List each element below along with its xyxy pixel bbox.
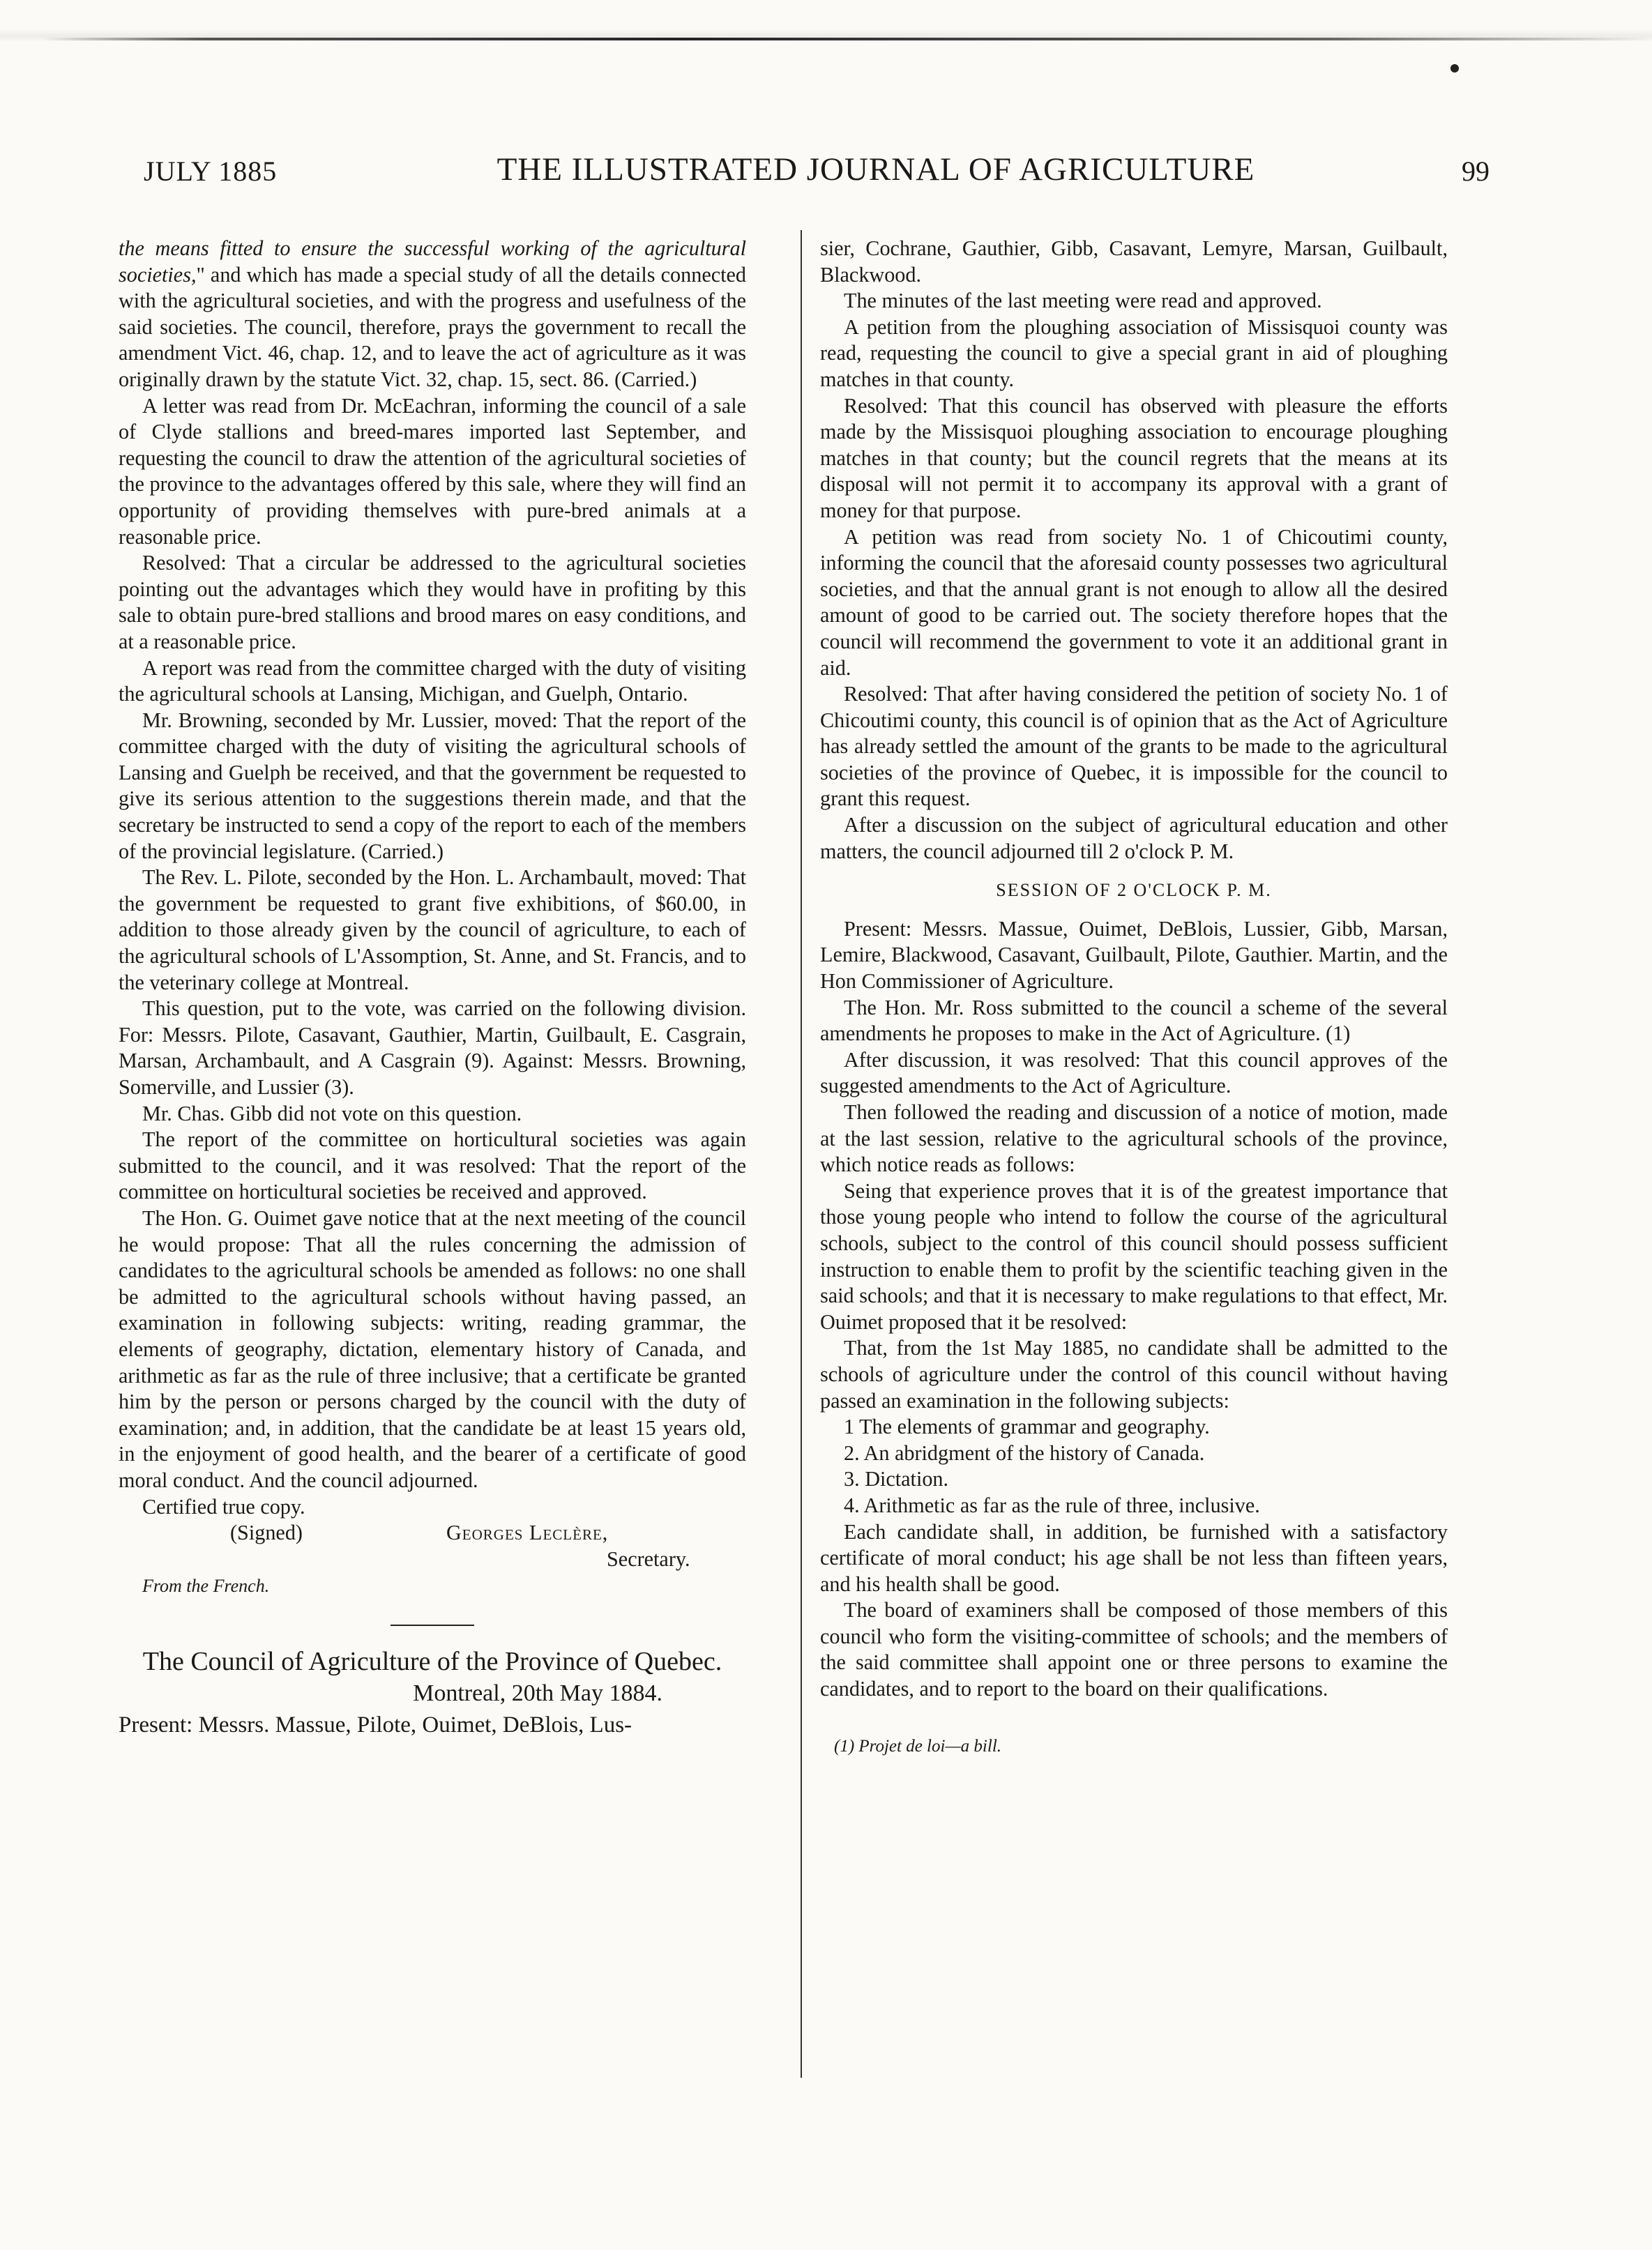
session-heading: SESSION OF 2 O'CLOCK P. M. — [996, 880, 1272, 901]
translation-note — [119, 1573, 746, 1599]
paragraph: The Rev. L. Pilote, seconded by the Hon. L. Archambault, moved: That the government be requested to grant five exhibitions, of $60.00, in addition to those already given by the council of agriculture, to each of the agricultural schools of L'Assomption, St. Anne, and St. Francis, and to the veterinary college at Montreal. — [119, 865, 746, 994]
signed-label: (Signed) — [230, 1521, 303, 1545]
paragraph: Present: Messrs. Massue, Ouimet, DeBlois, Lussier, Gibb, Marsan, Lemire, Blackwood, Casavant, Guilbault, Pilote, Gauthier. Martin, and the Hon Commissioner of Agriculture. — [820, 916, 1448, 994]
paragraph-text: " and which has made a special study of all the details connected with the agricultural societies, and with the progress and usefulness of the said societies. The council, therefore, prays the government to recall the amendment Vict. 46, chap. 12, and to leave the act of agriculture as it was originally drawn by the statute Vict. 32, chap. 15, sect. 86. (Carried.) — [119, 262, 746, 391]
scan-edge — [0, 0, 1652, 63]
present-line: Present: Messrs. Massue, Pilote, Ouimet, DeBlois, Lus- — [119, 1712, 632, 1738]
paragraph: Each candidate shall, in addition, be furnished with a satisfactory certificate of moral conduct; his age shall be not less than fifteen years, and his health shall be good. — [820, 1519, 1448, 1596]
issue-date: JULY 1885 — [144, 155, 278, 187]
footnote-text: (1) Projet de loi—a bill. — [834, 1736, 1002, 1756]
right-column — [820, 236, 1448, 1759]
paragraph: A report was read from the committee charged with the duty of visiting the agricultural schools at Lansing, Michigan, and Guelph, Ontario. — [119, 655, 746, 706]
paragraph: After a discussion on the subject of agricultural education and other matters, the council adjourned till 2 o'clock P. M. — [820, 813, 1448, 863]
paragraph: sier, Cochrane, Gauthier, Gibb, Casavant, Lemyre, Marsan, Guilbault, Blackwood. — [820, 236, 1448, 287]
paragraph: Resolved: That this council has observed with pleasure the efforts made by the Missisquoi ploughing association to encourage ploughing matches in that county; but the council regrets that the means at its disposal will not permit it to accompany its approval with a grant of money for that purpose. — [820, 393, 1448, 522]
list-item: 1 The elements of grammar and geography. — [844, 1415, 1210, 1439]
translation-note-text: From the French. — [142, 1576, 270, 1597]
paragraph: A petition was read from society No. 1 of Chicoutimi county, informing the council that the aforesaid county possesses two agricultural societies, and that the annual grant is not enough to allow all the desired amount of good to be carried out. The society therefore hopes that the council will recommend the government to vote it an additional grant in aid. — [820, 524, 1448, 680]
paragraph: A petition from the ploughing association of Missisquoi county was read, requesting the council to give a special grant in aid of ploughing matches in that county. — [820, 314, 1448, 391]
paragraph: The Hon. Mr. Ross submitted to the council a scheme of the several amendments he proposes to make in the Act of Agriculture. (1) — [820, 995, 1448, 1046]
footnote — [820, 1733, 1448, 1760]
scan-rule — [42, 38, 1652, 40]
list-item: 3. Dictation. — [844, 1467, 949, 1491]
column-divider — [801, 230, 802, 2078]
paragraph: That, from the 1st May 1885, no candidate shall be admitted to the schools of agriculture under the control of this council without having passed an examination in the following subjects: — [820, 1336, 1448, 1413]
paragraph: Mr. Chas. Gibb did not vote on this question. — [142, 1101, 522, 1125]
secretary-title: Secretary. — [607, 1547, 690, 1572]
paragraph: The minutes of the last meeting were read and approved. — [844, 289, 1322, 313]
section-title: The Council of Agriculture of the Province of Quebec. — [142, 1646, 722, 1676]
paragraph: Mr. Browning, seconded by Mr. Lussier, moved: That the report of the committee charged with the duty of visiting the agricultural schools of Lansing and Guelph be received, and that the government be requested to give its serious attention to the suggestions therein made, and that the secretary be instructed to send a copy of the report to each of the members of the provincial legislature. (Carried.) — [119, 708, 746, 863]
paragraph: Then followed the reading and discussion of a notice of motion, made at the last session, relative to the agricultural schools of the province, which notice reads as follows: — [820, 1100, 1448, 1177]
dateline: Montreal, 20th May 1884. — [413, 1680, 662, 1706]
paragraph: Seing that experience proves that it is of the greatest importance that those young people who intend to follow the course of the agricultural schools, subject to the control of this council should possess sufficient instruction to enable them to profit by the scientific teaching given in the said schools; and that it is necessary to make regulations to that effect, Mr. Ouimet proposed that it be resolved: — [820, 1178, 1448, 1334]
paragraph: Resolved: That a circular be addressed to the agricultural societies pointing out the advantages which they would have in profiting by this sale to obtain pure-bred stallions and brood mares on easy conditions, and at a reasonable price. — [119, 551, 746, 653]
signatory-name: Georges Leclère, — [446, 1521, 609, 1545]
page-number: 99 — [1462, 155, 1490, 187]
secretary-row — [119, 1546, 746, 1573]
paragraph: A letter was read from Dr. McEachran, informing the council of a sale of Clyde stallions and breed-mares imported last September, and requesting the council to draw the attention of the agricultural societies of the province to the advantages offered by this sale, where they will find an opportunity of providing themselves with pure-bred animals at a reasonable price. — [119, 393, 746, 549]
list-item: 4. Arithmetic as far as the rule of three, inclusive. — [844, 1493, 1260, 1517]
paragraph: This question, put to the vote, was carried on the following division. For: Messrs. Pilote, Casavant, Gauthier, Martin, Guilbault, E. Casgrain, Marsan, Archambault, and A Casgrain (9). Against: Messrs. Browning, Somerville, and Lussier (3). — [119, 996, 746, 1099]
paragraph: The report of the committee on horticultural societies was again submitted to the council, and it was resolved: That the report of the committee on horticultural societies be received and approved. — [119, 1127, 746, 1204]
list-item: 2. An abridgment of the history of Canada. — [844, 1441, 1205, 1465]
journal-title: THE ILLUSTRATED JOURNAL OF AGRICULTURE — [497, 151, 1255, 188]
paragraph: After discussion, it was resolved: That this council approves of the suggested amendments to the Act of Agriculture. — [820, 1047, 1448, 1098]
paragraph — [119, 236, 746, 393]
certified-line: Certified true copy. — [142, 1494, 305, 1519]
section-rule — [391, 1625, 474, 1626]
paragraph: The Hon. G. Ouimet gave notice that at the next meeting of the council he would propose: That all the rules concerning the admission of candidates to the agricultural schools be amended as follows: no one shall be admitted to the agricultural schools without having passed, an examination in following subjects: writing, reading grammar, the elements of geography, dictation, elementary history of Canada, and arithmetic as far as the rule of three inclusive; that a certificate be granted him by the person or persons charged by the council with the duty of examination; and, in addition, that the candidate be at least 15 years old, in the enjoyment of good health, and the bearer of a certificate of good moral conduct. And the council adjourned. — [119, 1206, 746, 1492]
paragraph: Resolved: That after having considered the petition of society No. 1 of Chicoutimi county, this council is of opinion that as the Act of Agriculture has already settled the amount of the grants to be made to the agricultural societies of the province of Quebec, it is impossible for the council to grant this request. — [820, 682, 1448, 811]
ink-speck — [1450, 64, 1459, 73]
left-column — [119, 236, 746, 1740]
page-header — [144, 148, 1490, 190]
paragraph: The board of examiners shall be composed of those members of this council who form the visiting-committee of schools; and the members of the said committee shall appoint one or three persons to examine the candidates, and to report to the board on their qualifications. — [820, 1598, 1448, 1701]
signature-row — [119, 1520, 746, 1546]
italic-fragment: the means fitted to ensure the successful working of the agricultural societies, — [119, 236, 746, 287]
